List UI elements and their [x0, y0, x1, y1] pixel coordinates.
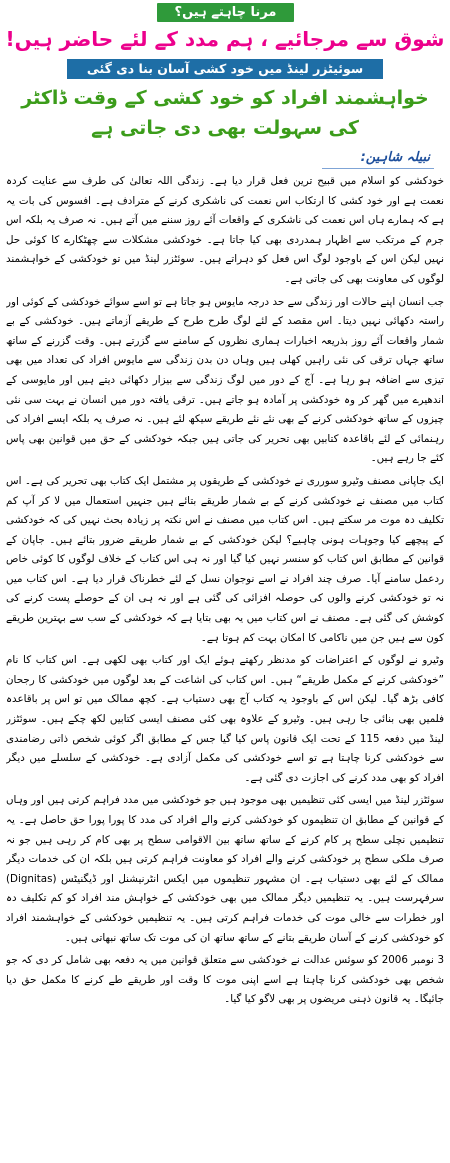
paragraph: جب انسان اپنے حالات اور زندگی سے حد درجہ مایوس ہو جاتا ہے تو اسے سوائے خودکشی کے کوئی اور راستہ دکھائی نہیں دیتا۔ اس مقصد کے لئے لوگ طرح طرح کے طریقے آزماتے ہیں۔ خودکشی کے بے شمار واقعات آئے روز بذریعہ اخبارات ہماری نظروں کے سامنے سے گزرتے ہیں۔ وقت گزرنے کے ساتھ ساتھ جہاں ترقی کی نئی راہیں کھلی ہیں وہاں دن بدن زندگی سے مایوس افراد کی تعداد میں بھی تیزی سے اضافہ ہو رہا ہے۔ آج کے دور میں لوگ زندگی سے بیزار دکھائی دیتے ہیں اور مایوسی کے اندھیرے میں گھر کر وہ خودکشی پر آمادہ ہو جاتے ہیں۔ ترقی یافتہ دور میں انسان نے بہت سی نئی چیزوں کے ساتھ خودکشی کرنے کے بھی نئے نئے طریقے سیکھ لئے ہیں۔ نہ صرف یہ بلکہ ایسے افراد کی رہنمائی کے لئے باقاعدہ کتابیں بھی تحریر کی جاتی ہیں جبکہ خودکشی کے حق میں قوانین بھی پاس کئے جا رہے ہیں۔	[6, 295, 444, 465]
banner-subhead: سوئیٹزر لینڈ میں خود کشی آسان بنا دی گئی	[67, 59, 383, 79]
paragraph: خودکشی کو اسلام میں قبیح ترین فعل قرار دیا ہے۔ زندگی اللہ تعالیٰ کی طرف سے عنایت کردہ نعمت ہے اور خود کشی کا ارتکاب اس نعمت کی ناشکری کرنے کے مترادف ہے۔ افسوس کی بات یہ ہے کہ ہمارے ہاں اس نعمت کی ناشکری کے واقعات آئے روز سننے میں آتے ہیں۔ نہ صرف یہ بلکہ اس جرم کے مرتکب سے اظہار ہمدردی بھی کیا جاتا ہے۔ خودکشی مشکلات سے چھٹکارے کا کوئی حل نہیں لیکن اس کے باوجود لوگ اس فعل کو دہراتے ہیں۔ سوئٹزر لینڈ میں تو خودکشی کے خواہشمند لوگوں کی معاونت بھی کی جاتی ہے۔	[6, 175, 444, 285]
byline: نبیلہ شاہین:	[360, 150, 430, 165]
tagline: شوق سے مرجائیے ، ہم مدد کے لئے حاضر ہیں!	[5, 27, 445, 51]
paragraph: وٹیرو نے لوگوں کے اعتراضات کو مدنظر رکھتے ہوئے ایک اور کتاب بھی لکھی ہے۔ اس کتاب کا نام ”خودکشی کرنے کے مکمل طریقے“ ہیں۔ اس کتاب کی اشاعت کے بعد لوگوں میں خودکشی کا رجحان کافی بڑھ گیا۔ لیکن اس کے باوجود یہ کتاب آج بھی دستیاب ہے۔ کچھ ممالک میں تو اس پر باقاعدہ فلمیں بھی بنائی جا رہی ہیں۔ وٹیرو کے علاوہ بھی کئی مصنف ایسی کتابیں لکھ چکے ہیں۔ سوئٹزر لینڈ میں دفعہ 115 کے تحت ایک قانون پاس کیا گیا جس کے مطابق اگر کوئی شخص ذاتی رضامندی سے خودکشی کرنا چاہتا ہے تو اسے خودکشی کی مکمل آزادی ہے۔ خودکشی کے سلسلے میں دیگر افراد کو بھی مدد کرنے کی اجازت دی گئی ہے۔	[6, 654, 444, 784]
headline-line-1: خواہشمند افراد کو خود کشی کے وقت ڈاکٹر	[21, 87, 429, 109]
paragraph: سوئٹزر لینڈ میں ایسی کئی تنظیمیں بھی موجود ہیں جو خودکشی میں مدد فراہم کرتی ہیں اور وہاں کے قوانین کے مطابق ان تنظیموں کو خودکشی کرنے والے افراد کی مدد کا پورا پورا حق حاصل ہے۔ یہ تنظیمیں نچلی سطح پر کام کرنے کے ساتھ ساتھ بین الاقوامی سطح پر بھی کام کر رہی ہیں جو نہ صرف ملکی سطح پر خودکشی کرنے والے افراد کو معاونت فراہم کرتی ہیں بلکہ ان کی خدمات دیگر ممالک کے لئے بھی دستیاب ہے۔ ان مشہور تنظیموں میں ایکس انٹرنیشنل اور ڈیگنیٹس (Dignitas) سرفہرست ہیں۔ یہ تنظیمیں دیگر ممالک میں بھی خودکشی کے خواہش مند افراد کو کم تکلیف دہ اور خطرات سے خالی موت کی خدمات فراہم کرتی ہیں۔ یہ تنظیمیں خودکشی کے خواہشمند افراد کو خودکشی کرنے کے آسان طریقے بتانے کے ساتھ ساتھ ان کی موت تک ساتھ نبھاتی ہیں۔	[6, 794, 444, 944]
paragraph: 3 نومبر 2006 کو سوئس عدالت نے خودکشی سے متعلق قوانین میں یہ دفعہ بھی شامل کر دی کہ جو شخص بھی خودکشی کرنا چاہتا ہے اسے اپنی موت کا وقت اور طریقے طے کرنے کا مکمل حق دیا جائیگا۔ یہ قانون ذہنی مریضوں پر بھی لاگو کیا گیا۔	[6, 954, 444, 1006]
article-body	[6, 172, 444, 1157]
byline-underline	[322, 168, 434, 169]
headline-line-2: کی سہولت بھی دی جاتی ہے	[91, 117, 359, 139]
kicker-tag: مرنا چاہتے ہیں؟	[157, 3, 294, 22]
paragraph: ایک جاپانی مصنف وٹیرو سورری نے خودکشی کے طریقوں پر مشتمل ایک کتاب بھی تحریر کی ہے۔ اس کتاب میں مصنف نے خودکشی کرنے کے بے شمار طریقے بتائے ہیں جنہیں استعمال میں لا کر آپ کم تکلیف دہ موت مر سکتے ہیں۔ اس کتاب میں مصنف نے اس نکتہ پر زیادہ بحث نہیں کی کہ خودکشی کے پیچھے کیا وجوہات ہونی چاہیے؟ لیکن خودکشی کے بے شمار طریقے ضرور بتائے ہیں۔ جاپان کے قوانین کے مطابق اس کتاب کو سنسر نہیں کیا گیا اور نہ ہی اس کتاب کے خلاف لوگوں کا کوئی خاص ردعمل سامنے آیا۔ صرف چند افراد نے اسے نوجوان نسل کے لئے خطرناک قرار دیا ہے۔ اس کتاب میں نہ تو خودکشی کرنے والوں کی حوصلہ افزائی کی گئی ہے اور نہ ہی ان کے حوصلے پست کرنے کی کوشش کی گئی ہے۔ مصنف نے اس کتاب میں یہ بھی بتایا ہے کہ خودکشی کے سب سے بہترین طریقے کون سے ہیں جن میں ناکامی کا امکان بہت کم ہوتا ہے۔	[6, 474, 444, 644]
